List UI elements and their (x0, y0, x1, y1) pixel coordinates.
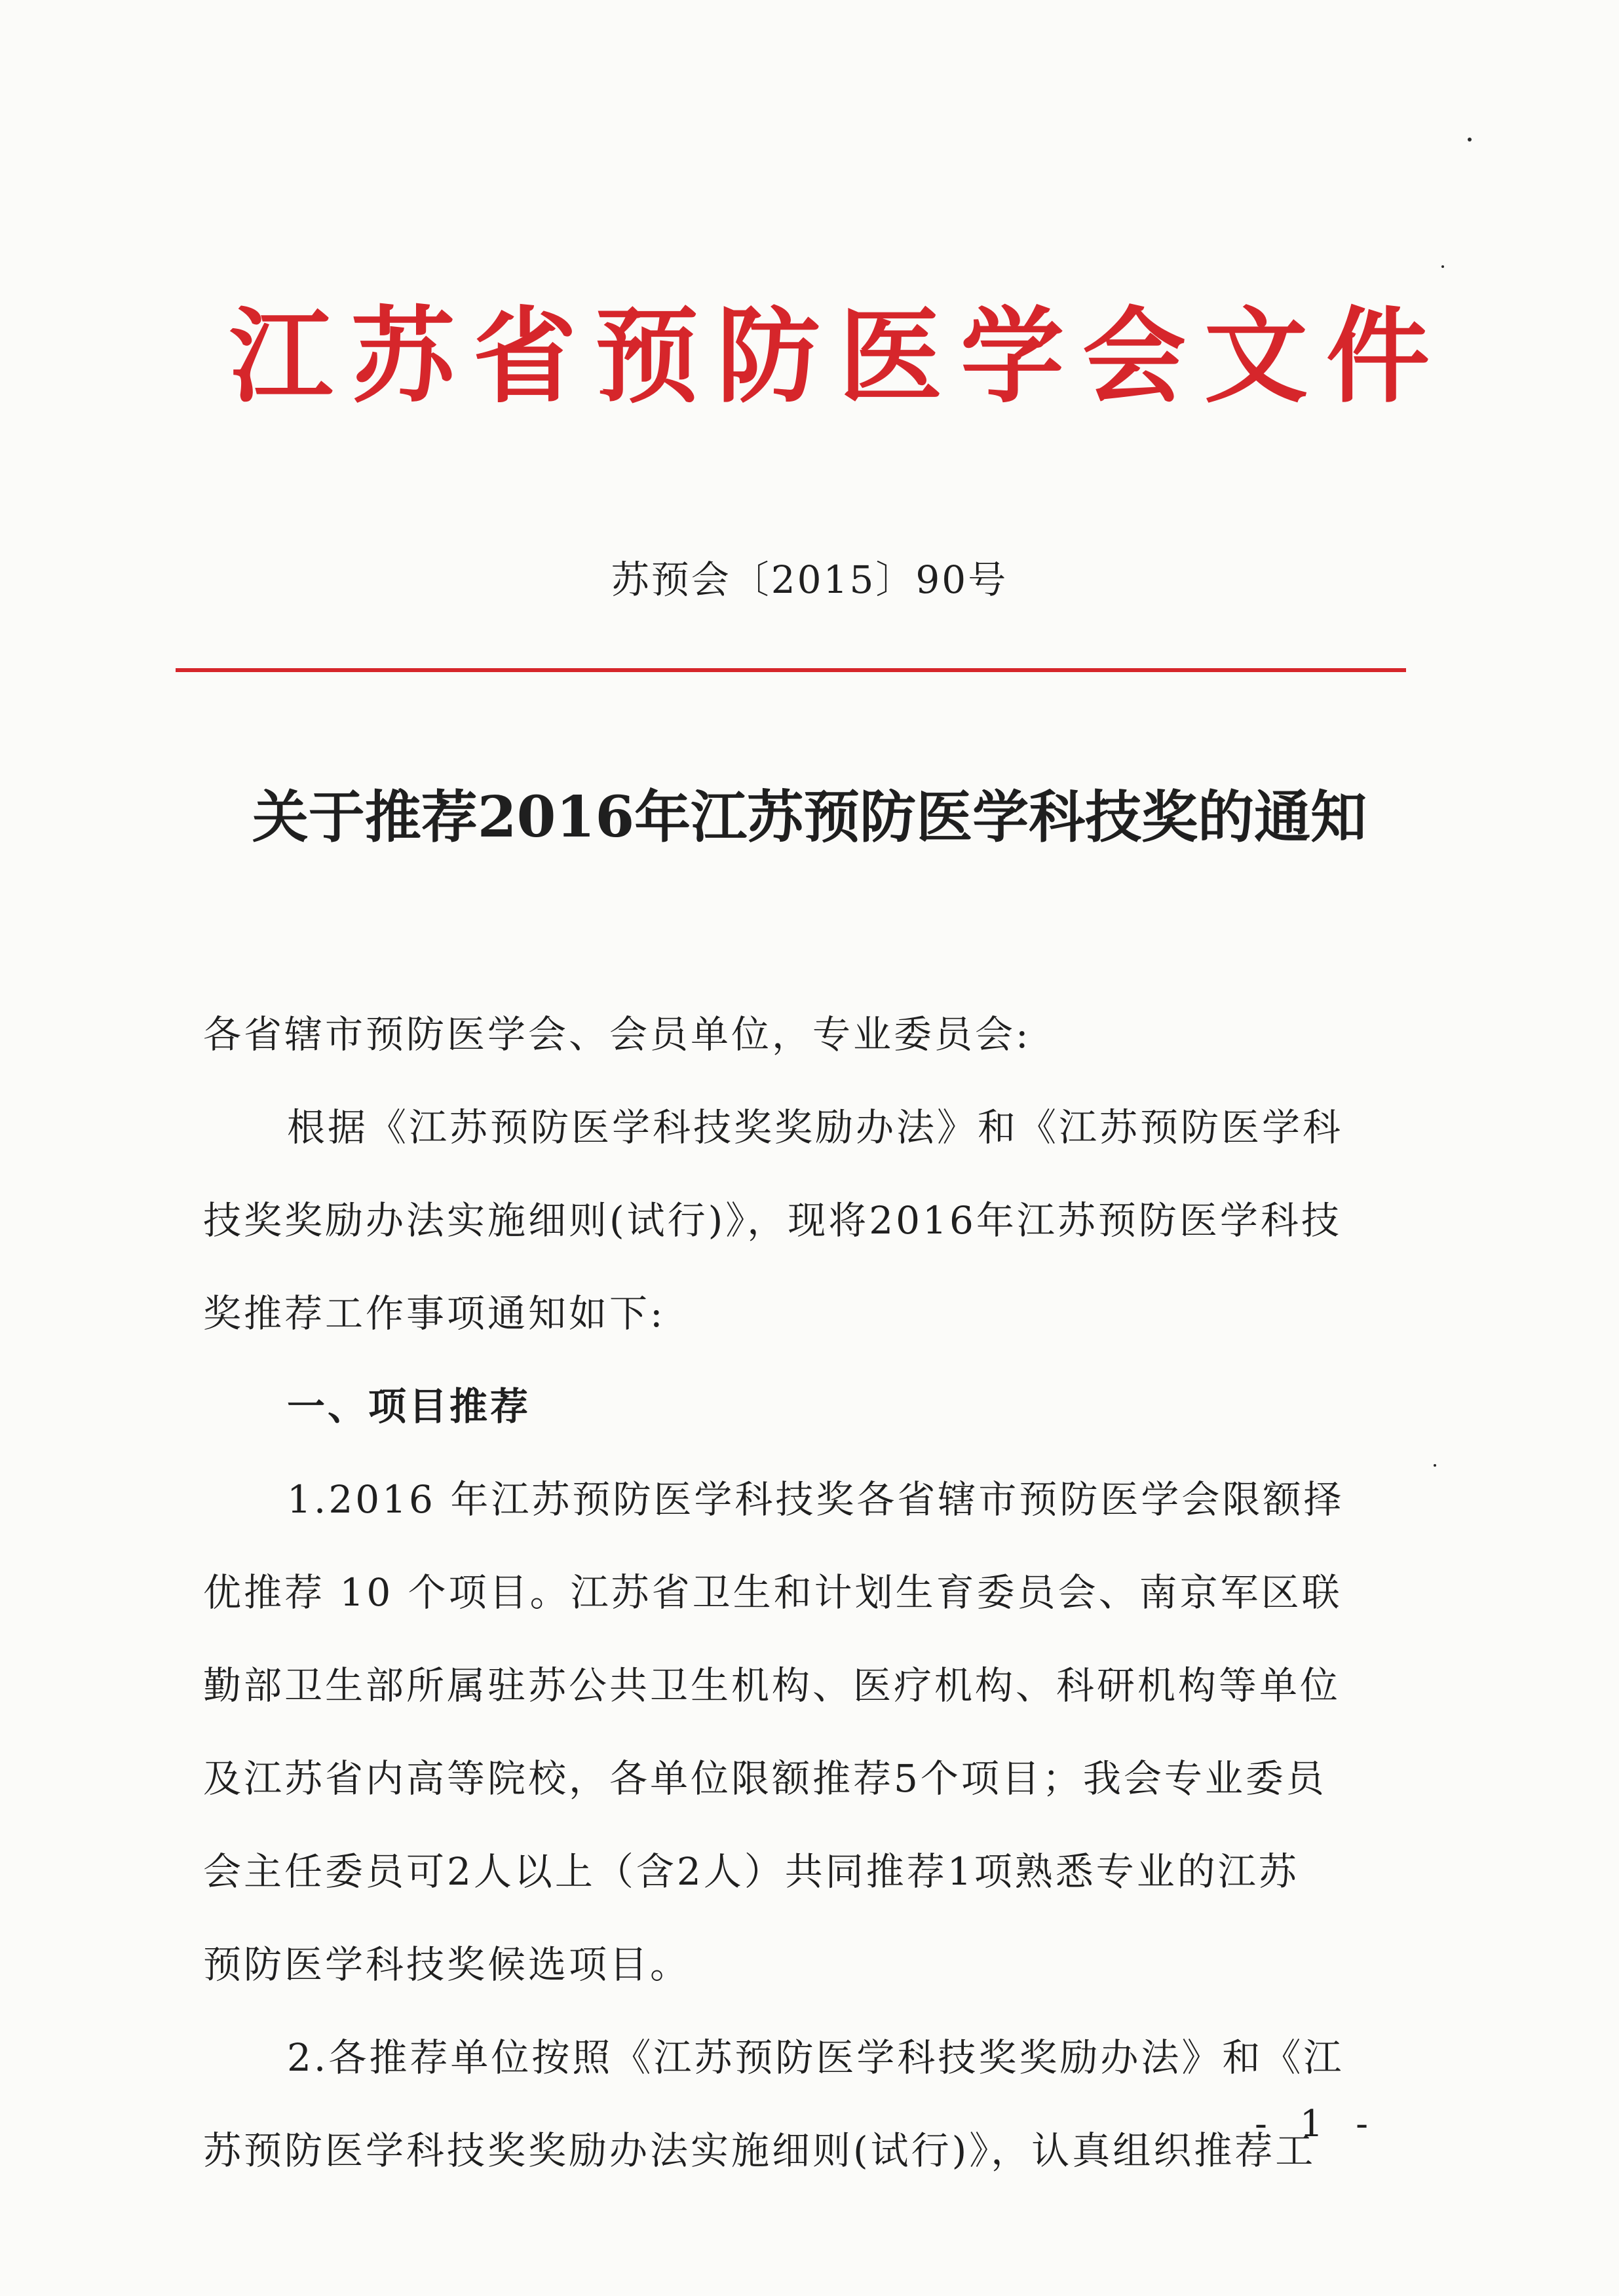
paragraph-line: 及江苏省内高等院校，各单位限额推荐5个项目；我会专业委员 (203, 1756, 1327, 1801)
scan-speck (1434, 1464, 1436, 1467)
paragraph-line: 奖推荐工作事项通知如下: (203, 1291, 666, 1336)
paragraph-line: 1.2016 年江苏预防医学科技奖各省辖市预防医学会限额择 (287, 1477, 1344, 1522)
section-heading: 一、项目推荐 (287, 1384, 531, 1429)
salutation: 各省辖市预防医学会、会员单位，专业委员会: (203, 1012, 1031, 1057)
paragraph-line: 会主任委员可2人以上（含2人）共同推荐1项熟悉专业的江苏 (203, 1849, 1299, 1894)
paragraph-line: 2.各推荐单位按照《江苏预防医学科技奖奖励办法》和《江 (287, 2035, 1344, 2080)
paragraph-line: 优推荐 10 个项目。江苏省卫生和计划生育委员会、南京军区联 (203, 1570, 1343, 1615)
paragraph-line: 根据《江苏预防医学科技奖奖励办法》和《江苏预防医学科 (287, 1105, 1344, 1150)
paragraph-line: 苏预防医学科技奖奖励办法实施细则(试行)》，认真组织推荐工 (203, 2128, 1316, 2173)
document-header-title: 江苏省预防医学会文件 (229, 296, 1448, 417)
scan-speck (1441, 265, 1444, 268)
scan-speck (1468, 138, 1472, 141)
header-red-rule (176, 668, 1406, 672)
paragraph-line: 勤部卫生部所属驻苏公共卫生机构、医疗机构、科研机构等单位 (203, 1663, 1341, 1708)
paragraph-line: 技奖奖励办法实施细则(试行)》，现将2016年江苏预防医学科技 (203, 1198, 1342, 1243)
notice-title: 关于推荐2016年江苏预防医学科技奖的通知 (252, 784, 1367, 850)
notice-body (203, 988, 1402, 2197)
document-number: 苏预会〔2015〕90号 (611, 557, 1008, 602)
paragraph-line: 预防医学科技奖候选项目。 (203, 1942, 691, 1987)
page-number-text: - 1 - (1255, 2103, 1379, 2145)
